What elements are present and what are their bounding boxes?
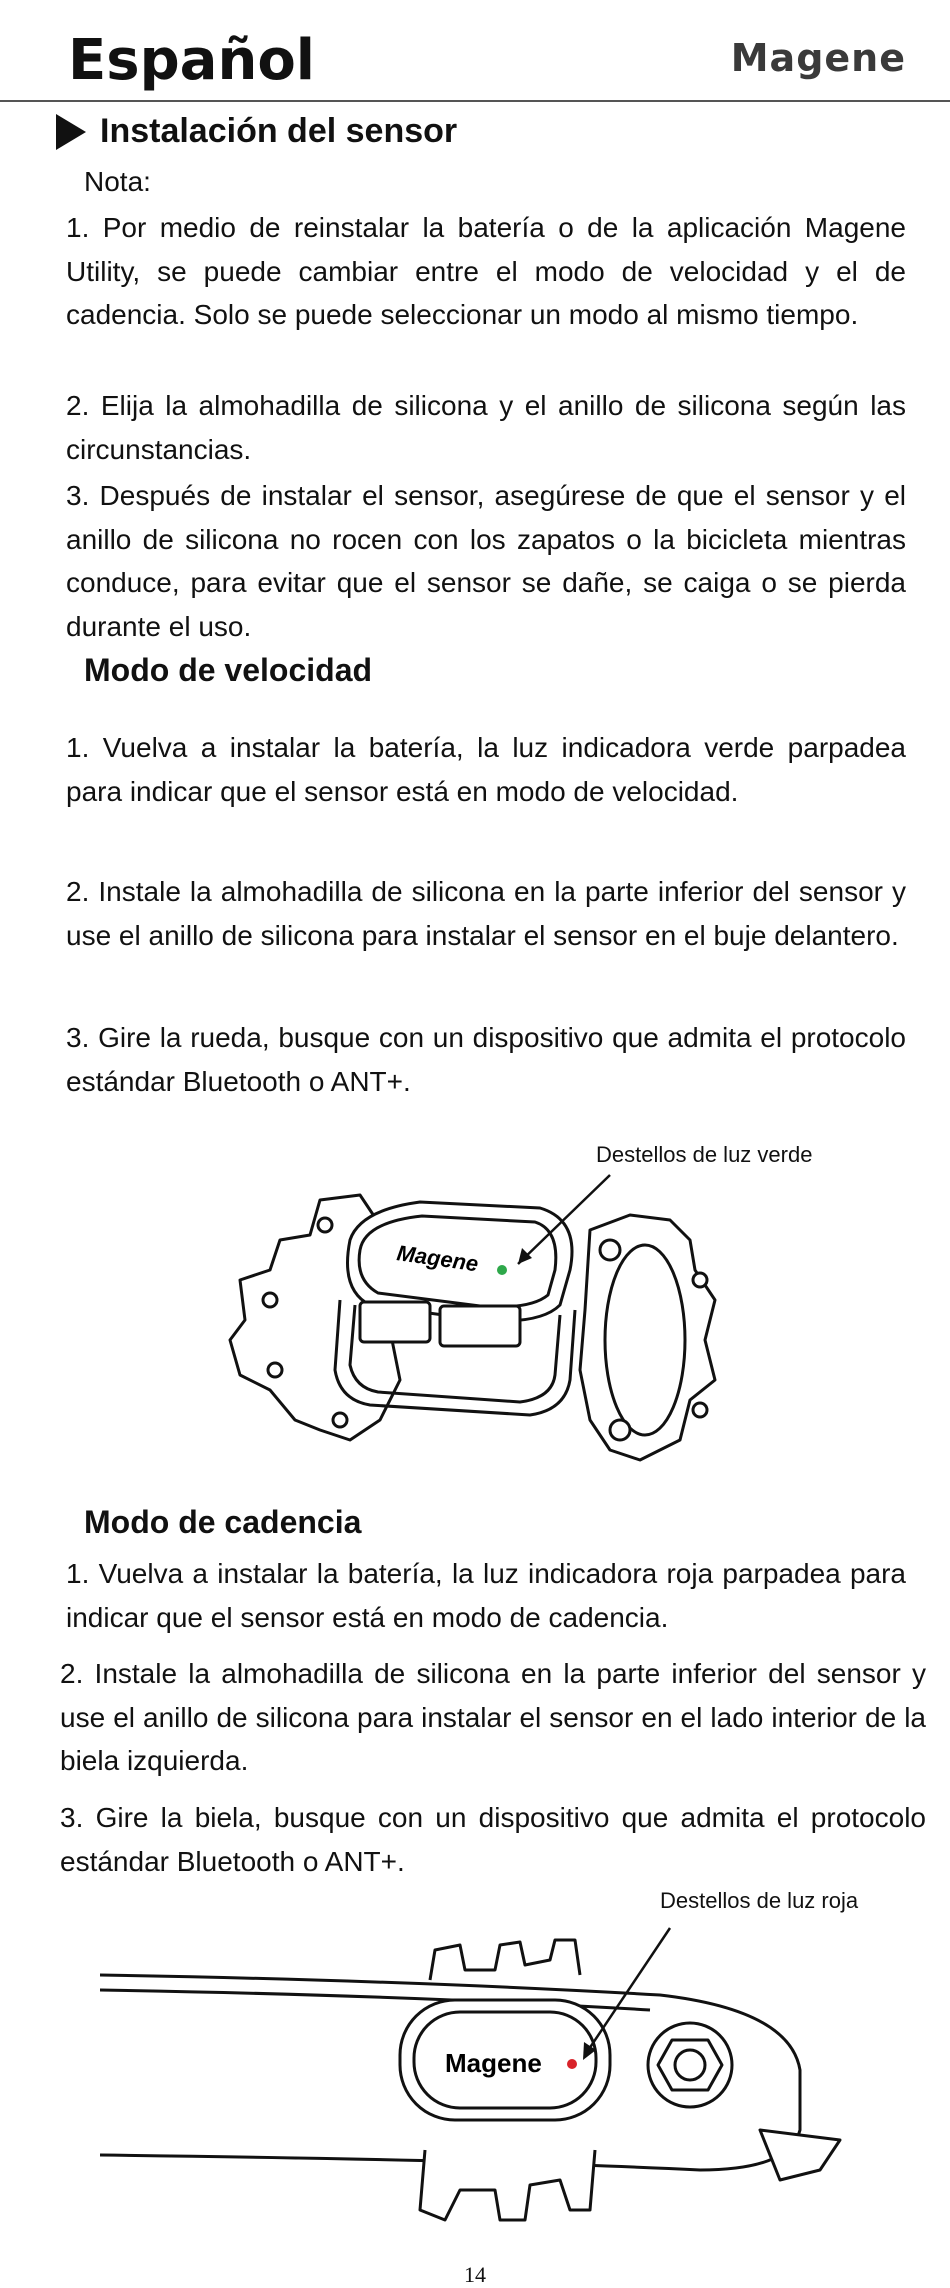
speed-sensor-hub-illustration — [200, 1130, 840, 1520]
cadence-mode-heading: Modo de cadencia — [84, 1504, 362, 1540]
page-language-title: Español — [68, 28, 315, 93]
page-number: 14 — [464, 2262, 486, 2287]
note-1: 1. Por medio de reinstalar la batería o de la aplicación Magene Utility, se puede cambiar entre el modo de velocidad y el de cadencia. Solo se puede seleccionar un modo al mismo tiempo. — [66, 212, 906, 330]
red-indicator-light — [567, 2059, 577, 2069]
header-divider — [0, 100, 950, 102]
cadence-sensor-logo: Magene — [445, 2048, 542, 2078]
section-title: Instalación del sensor — [100, 112, 458, 150]
note-3: 3. Después de instalar el sensor, asegúrese de que el sensor y el anillo de silicona no rocen con los zapatos o la bicicleta mientras conduce, para evitar que el sensor se dañe, se caiga o se pierda durante el uso. — [66, 480, 906, 642]
note-2: 2. Elija la almohadilla de silicona y el anillo de silicona según las circunstancias. — [66, 390, 906, 465]
cadence-step-1: 1. Vuelva a instalar la batería, la luz indicadora roja parpadea para indicar que el sensor está en modo de cadencia. — [66, 1558, 906, 1633]
brand-logo: Magene — [730, 36, 906, 80]
note-label: Nota: — [84, 166, 151, 197]
green-indicator-light — [497, 1265, 507, 1275]
speed-sensor-logo: Magene — [395, 1240, 480, 1277]
green-light-callout: Destellos de luz verde — [596, 1142, 813, 1167]
red-light-callout: Destellos de luz roja — [660, 1888, 859, 1913]
cadence-step-2: 2. Instale la almohadilla de silicona en la parte inferior del sensor y use el anillo de silicona para instalar el sensor en el lado interior de la biela izquierda. — [60, 1658, 926, 1776]
speed-step-3: 3. Gire la rueda, busque con un dispositivo que admita el protocolo estándar Bluetooth o ANT+. — [66, 1022, 906, 1097]
speed-mode-heading: Modo de velocidad — [84, 652, 373, 688]
cadence-sensor-crank-illustration — [100, 1920, 860, 2260]
speed-step-1: 1. Vuelva a instalar la batería, la luz indicadora verde parpadea para indicar que el sensor está en modo de velocidad. — [66, 732, 906, 807]
triangle-bullet-icon — [56, 114, 86, 150]
section-heading — [56, 112, 457, 151]
speed-step-2: 2. Instale la almohadilla de silicona en la parte inferior del sensor y use el anillo de silicona para instalar el sensor en el buje delantero. — [66, 876, 906, 951]
cadence-step-3: 3. Gire la biela, busque con un dispositivo que admita el protocolo estándar Bluetooth o ANT+. — [60, 1802, 926, 1877]
